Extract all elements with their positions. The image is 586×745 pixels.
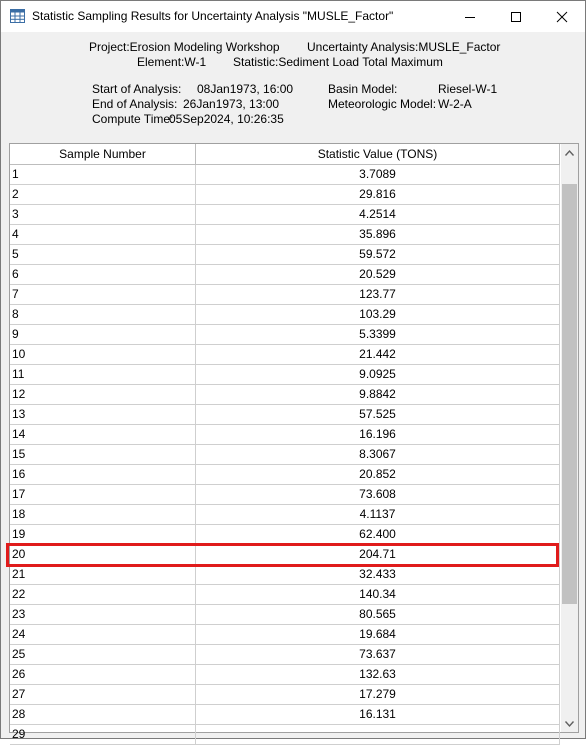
sample-number-cell: 2 [10, 185, 196, 204]
sample-number-cell: 7 [10, 285, 196, 304]
sample-number-cell: 13 [10, 405, 196, 424]
table-row[interactable] [10, 225, 560, 245]
maximize-button[interactable] [493, 1, 539, 32]
statistic-value-cell: 9.8842 [196, 385, 560, 404]
table-row[interactable] [10, 485, 560, 505]
statistic-value-cell: 9.0925 [196, 365, 560, 384]
sample-number-cell: 20 [10, 545, 196, 564]
table-row[interactable] [10, 585, 560, 605]
compute-time-label: Compute Time: [92, 112, 174, 126]
chevron-down-icon [565, 721, 574, 727]
statistic-value-cell: 62.400 [196, 525, 560, 544]
start-analysis-value: 08Jan1973, 16:00 [197, 82, 294, 96]
statistic-value-cell: 4.2514 [196, 205, 560, 224]
scroll-down-button[interactable] [561, 715, 578, 732]
element-label: Element:W-1 [137, 55, 207, 69]
end-analysis-value: 26Jan1973, 13:00 [183, 97, 280, 111]
statistic-label: Statistic:Sediment Load Total Maximum [233, 55, 443, 69]
sample-number-cell: 17 [10, 485, 196, 504]
sample-number-cell: 25 [10, 645, 196, 664]
sample-number-cell: 3 [10, 205, 196, 224]
table-row[interactable] [10, 325, 560, 345]
table-body [10, 165, 560, 745]
table-row[interactable] [10, 305, 560, 325]
basin-model-value: Riesel-W-1 [438, 82, 498, 96]
vertical-scrollbar[interactable] [561, 144, 578, 732]
table-row[interactable] [10, 245, 560, 265]
column-header-sample-number[interactable]: Sample Number [10, 144, 196, 165]
table-row[interactable] [10, 165, 560, 185]
end-analysis-label: End of Analysis: [92, 97, 178, 111]
statistic-value-cell: 20.852 [196, 465, 560, 484]
statistic-value-cell: 8.3067 [196, 445, 560, 464]
meteorologic-model-label: Meteorologic Model: [328, 97, 437, 111]
minimize-button[interactable] [447, 1, 493, 32]
statistic-value-cell: 59.572 [196, 245, 560, 264]
statistic-value-cell: 35.896 [196, 225, 560, 244]
table-row[interactable] [10, 265, 560, 285]
table-row[interactable] [10, 565, 560, 585]
table-row[interactable] [10, 345, 560, 365]
table-row[interactable] [10, 665, 560, 685]
sample-number-cell: 10 [10, 345, 196, 364]
sample-number-cell: 4 [10, 225, 196, 244]
statistic-value-cell: 19.684 [196, 625, 560, 644]
table-row[interactable] [10, 285, 560, 305]
statistic-value-cell: 103.29 [196, 305, 560, 324]
statistic-value-cell: 4.1137 [196, 505, 560, 524]
sample-number-cell: 27 [10, 685, 196, 704]
statistic-value-cell: 73.608 [196, 485, 560, 504]
scrollbar-thumb[interactable] [562, 184, 577, 604]
project-label: Project:Erosion Modeling Workshop [89, 40, 280, 54]
statistic-value-cell: 80.565 [196, 605, 560, 624]
meteorologic-model-value: W-2-A [438, 97, 472, 111]
table-row[interactable] [10, 545, 560, 565]
table-row[interactable] [10, 365, 560, 385]
window-title: Statistic Sampling Results for Uncertainty Analysis "MUSLE_Factor" [32, 9, 394, 23]
compute-time-value: 05Sep2024, 10:26:35 [169, 112, 284, 126]
chevron-up-icon [565, 150, 574, 156]
table-row[interactable] [10, 705, 560, 725]
table-row[interactable] [10, 385, 560, 405]
sample-number-cell: 26 [10, 665, 196, 684]
minimize-icon [464, 11, 476, 23]
statistic-value-cell: 73.637 [196, 645, 560, 664]
sample-number-cell: 8 [10, 305, 196, 324]
table-row[interactable] [10, 185, 560, 205]
title-bar[interactable] [1, 1, 585, 32]
sample-number-cell: 28 [10, 705, 196, 724]
sample-number-cell: 16 [10, 465, 196, 484]
table-row[interactable] [10, 645, 560, 665]
statistic-value-cell: 16.196 [196, 425, 560, 444]
table-row[interactable] [10, 405, 560, 425]
table-row[interactable] [10, 465, 560, 485]
table-row[interactable] [10, 625, 560, 645]
column-header-statistic-value[interactable]: Statistic Value (TONS) [196, 144, 560, 165]
sample-number-cell: 14 [10, 425, 196, 444]
table-row[interactable] [10, 425, 560, 445]
statistic-value-cell: 29.816 [196, 185, 560, 204]
statistic-value-cell: 17.279 [196, 685, 560, 704]
results-table[interactable] [9, 143, 579, 741]
table-row[interactable] [10, 205, 560, 225]
statistic-value-cell: 3.7089 [196, 165, 560, 184]
table-row[interactable] [10, 605, 560, 625]
statistic-value-cell: 57.525 [196, 405, 560, 424]
statistic-value-cell [196, 725, 560, 744]
table-row[interactable] [10, 525, 560, 545]
sample-number-cell: 6 [10, 265, 196, 284]
sample-number-cell: 15 [10, 445, 196, 464]
sample-number-cell: 19 [10, 525, 196, 544]
statistic-value-cell: 204.71 [196, 545, 560, 564]
sample-number-cell: 12 [10, 385, 196, 404]
sample-number-cell: 18 [10, 505, 196, 524]
sample-number-cell: 29 [10, 725, 196, 744]
statistic-value-cell: 20.529 [196, 265, 560, 284]
maximize-icon [510, 11, 522, 23]
statistic-value-cell: 5.3399 [196, 325, 560, 344]
statistic-value-cell: 140.34 [196, 585, 560, 604]
close-icon [556, 11, 568, 23]
statistic-value-cell: 16.131 [196, 705, 560, 724]
sample-number-cell: 23 [10, 605, 196, 624]
table-row[interactable] [10, 685, 560, 705]
statistic-value-cell: 132.63 [196, 665, 560, 684]
statistic-value-cell: 123.77 [196, 285, 560, 304]
sample-number-cell: 11 [10, 365, 196, 384]
sample-number-cell: 1 [10, 165, 196, 184]
sample-number-cell: 24 [10, 625, 196, 644]
sample-number-cell: 5 [10, 245, 196, 264]
table-icon [10, 9, 25, 23]
basin-model-label: Basin Model: [328, 82, 398, 96]
close-button[interactable] [539, 1, 585, 32]
statistic-value-cell: 21.442 [196, 345, 560, 364]
sample-number-cell: 22 [10, 585, 196, 604]
table-row[interactable] [10, 725, 560, 745]
table-row[interactable] [10, 445, 560, 465]
statistic-value-cell: 32.433 [196, 565, 560, 584]
uncertainty-analysis-label: Uncertainty Analysis:MUSLE_Factor [307, 40, 501, 54]
start-analysis-label: Start of Analysis: [92, 82, 182, 96]
sample-number-cell: 9 [10, 325, 196, 344]
scroll-up-button[interactable] [561, 144, 578, 161]
sample-number-cell: 21 [10, 565, 196, 584]
table-row[interactable] [10, 505, 560, 525]
